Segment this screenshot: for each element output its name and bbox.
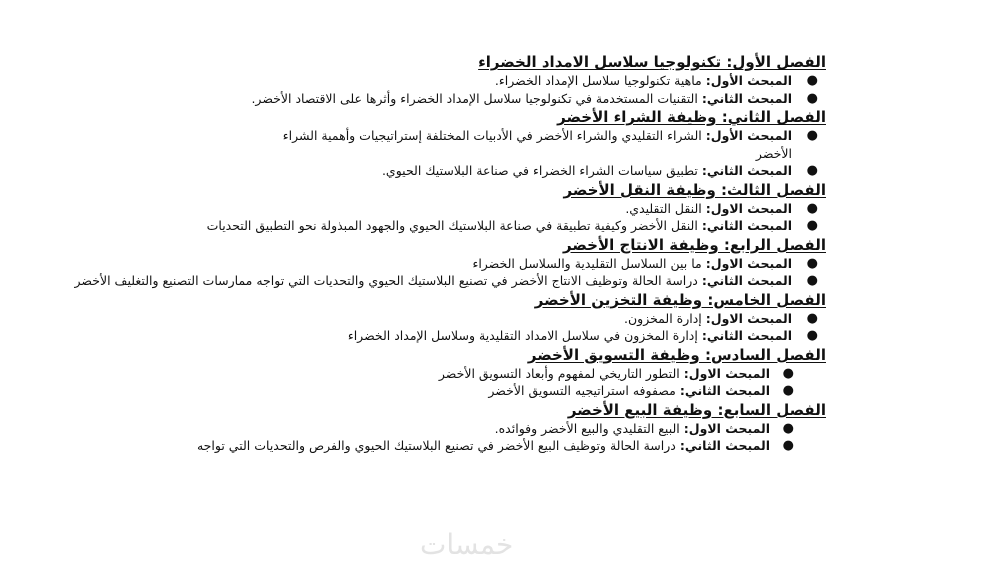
bullet-icon: ● — [782, 383, 794, 398]
watermark: خمسات — [420, 528, 514, 561]
bullet-icon: ● — [782, 420, 794, 436]
chapter-title: الفصل السادس: وظيفة التسويق الأخضر — [527, 345, 826, 364]
list-item — [60, 437, 828, 455]
list-item — [60, 200, 828, 218]
bullet-icon: ● — [806, 90, 818, 106]
bullet-icon: ● — [806, 255, 818, 271]
section-list — [60, 127, 828, 180]
bullet-icon: ● — [806, 73, 818, 88]
section-label: المبحث الثاني: — [701, 328, 792, 343]
section-list — [60, 310, 828, 345]
chapter-title: الفصل السابع: وظيفة البيع الأخضر — [567, 400, 826, 419]
section-text: تطبيق سياسات الشراء الخضراء في صناعة البلاستيك الحيوي. — [381, 163, 698, 178]
list-item — [60, 90, 828, 108]
section-text: مصفوفه استراتيجيه التسويق الأخضر — [488, 383, 676, 398]
section-list — [60, 72, 828, 107]
section-label: المبحث الاول: — [705, 310, 792, 326]
list-item — [60, 310, 828, 328]
list-item — [60, 382, 828, 400]
bullet-icon: ● — [806, 200, 818, 216]
section-text: النقل التقليدي. — [625, 200, 702, 216]
section-list — [60, 255, 828, 290]
section-text: ماهية تكنولوجيا سلاسل الإمداد الخضراء. — [494, 73, 702, 88]
section-text: البيع التقليدي والبيع الأخضر وفوائده. — [494, 420, 680, 436]
section-text: ما بين السلاسل التقليدية والسلاسل الخضراء — [472, 255, 702, 271]
bullet-icon: ● — [806, 163, 818, 178]
chapter-1 — [60, 52, 828, 107]
bullet-icon: ● — [806, 328, 818, 343]
chapter-title: الفصل الثاني: وظيفة الشراء الأخضر — [557, 108, 826, 126]
list-item — [60, 127, 828, 162]
section-label: المبحث الثاني: — [701, 273, 792, 288]
list-item — [60, 255, 828, 273]
chapter-title: الفصل الخامس: وظيفة التخزين الأخضر — [534, 290, 826, 309]
section-list — [60, 200, 828, 235]
section-label: المبحث الأول: — [705, 128, 792, 143]
list-item — [60, 327, 828, 345]
table-of-contents — [60, 52, 828, 455]
section-list — [60, 420, 828, 455]
section-text: دراسة الحالة وتوظيف الانتاج الأخضر في تصنيع البلاستيك الحيوي والتحديات التي تواجه ممارسات التصنيع والتغليف الأخضر — [74, 273, 698, 288]
chapter-2 — [60, 107, 828, 180]
chapter-title: الفصل الرابع: وظيفة الانتاج الأخضر — [563, 235, 826, 254]
list-item — [60, 365, 828, 383]
section-label: المبحث الثاني: — [679, 438, 770, 453]
section-text: إدارة المخزون في سلاسل الامداد التقليدية وسلاسل الإمداد الخضراء — [347, 328, 698, 343]
chapter-3 — [60, 180, 828, 235]
bullet-icon: ● — [806, 310, 818, 326]
bullet-icon: ● — [806, 128, 818, 143]
section-list — [60, 365, 828, 400]
section-label: المبحث الاول: — [683, 420, 770, 436]
section-label: المبحث الثاني: — [701, 90, 792, 106]
chapter-5 — [60, 290, 828, 345]
section-text: الشراء التقليدي والشراء الأخضر في الأدبيات المختلفة إستراتيجيات وأهمية الشراء الأخضر — [282, 128, 792, 161]
section-label: المبحث الأول: — [705, 73, 792, 88]
chapter-4 — [60, 235, 828, 290]
section-label: المبحث الثاني: — [701, 163, 792, 178]
chapter-title: الفصل الأول: تكنولوجيا سلاسل الامداد الخضراء — [478, 53, 826, 71]
list-item — [60, 162, 828, 180]
bullet-icon: ● — [782, 365, 794, 381]
section-label: المبحث الاول: — [683, 365, 770, 381]
section-text: إدارة المخزون. — [624, 310, 702, 326]
section-text: النقل الأخضر وكيفية تطبيقة في صناعة البلاستيك الحيوي والجهود المبذولة نحو التطبيق التحديات — [206, 218, 698, 233]
list-item — [60, 217, 828, 235]
section-label: المبحث الاول: — [705, 255, 792, 271]
section-text: التطور التاريخي لمفهوم وأبعاد التسويق الأخضر — [438, 365, 680, 381]
bullet-icon: ● — [782, 438, 794, 453]
bullet-icon: ● — [806, 218, 818, 233]
chapter-title: الفصل الثالث: وظيفة النقل الأخضر — [563, 180, 826, 199]
bullet-icon: ● — [806, 273, 818, 288]
list-item — [60, 420, 828, 438]
chapter-7 — [60, 400, 828, 455]
section-label: المبحث الثاني: — [701, 218, 792, 233]
section-label: المبحث الثاني: — [679, 383, 770, 398]
chapter-6 — [60, 345, 828, 400]
list-item — [60, 72, 828, 90]
section-label: المبحث الاول: — [705, 200, 792, 216]
section-text: دراسة الحالة وتوظيف البيع الأخضر في تصنيع البلاستيك الحيوي والفرص والتحديات التي تواجه — [196, 438, 676, 453]
list-item — [60, 272, 828, 290]
section-text: التقنيات المستخدمة في تكنولوجيا سلاسل الإمداد الخضراء وأثرها على الاقتصاد الأخضر. — [251, 90, 698, 106]
